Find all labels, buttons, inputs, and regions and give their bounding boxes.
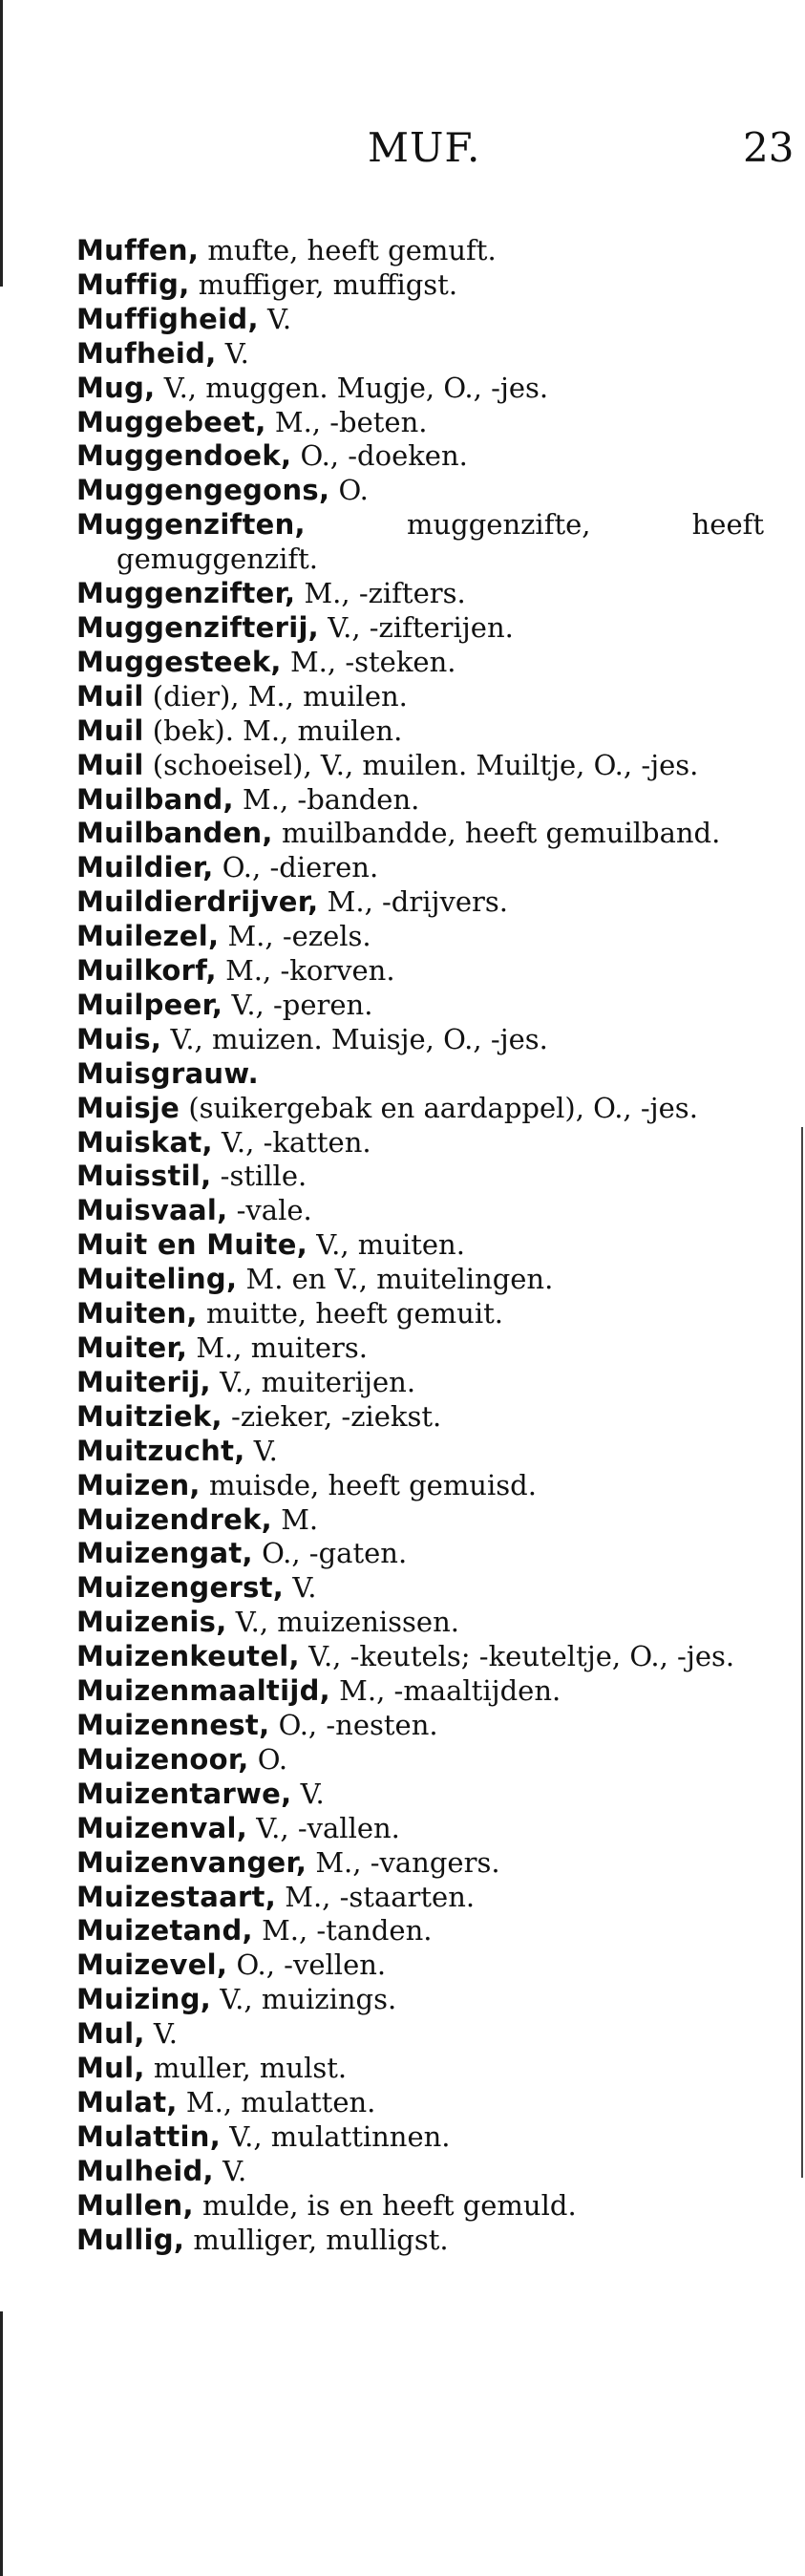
entry-definition: V.: [258, 302, 292, 335]
entry-definition: muller, mulst.: [144, 2052, 348, 2085]
entry-definition: O., -nesten.: [269, 1708, 438, 1741]
entry-definition: V., muiten.: [307, 1228, 465, 1262]
dictionary-entry: [76, 508, 764, 577]
entry-headword: Muilbanden,: [76, 817, 273, 850]
entry-headword: Muilezel,: [76, 920, 220, 953]
entry-definition: M., -maaltijden.: [329, 1674, 561, 1708]
dictionary-entry: [76, 1366, 764, 1400]
entry-headword: Muitziek,: [76, 1399, 222, 1433]
entry-definition: -zieker, -ziekst.: [222, 1399, 442, 1433]
entry-definition: V., mulattinnen.: [221, 2119, 451, 2153]
entry-headword: Muil: [76, 713, 144, 747]
dictionary-entry: [76, 1948, 764, 1983]
dictionary-entry: [76, 851, 764, 885]
entry-headword: Muilband,: [76, 782, 234, 816]
entry-definition: mulde, is en heeft gemuld.: [193, 2188, 577, 2222]
dictionary-entry: [76, 2017, 764, 2052]
entry-headword: Muizenoor,: [76, 1742, 249, 1776]
entry-headword: Muilkorf,: [76, 954, 217, 988]
dictionary-entry: [76, 1057, 764, 1092]
entry-headword: Muizen,: [76, 1468, 201, 1501]
dictionary-entry: [76, 577, 764, 611]
entry-headword: Mug,: [76, 371, 156, 404]
entry-headword: Muisvaal,: [76, 1194, 228, 1227]
entry-definition: muilbandde, heeft gemuilband.: [272, 817, 721, 850]
dictionary-entry: [76, 817, 764, 851]
entry-headword: Muiskat,: [76, 1125, 213, 1159]
entry-headword: Muizenmaaltijd,: [76, 1674, 330, 1708]
entry-definition: muitte, heeft gemuit.: [197, 1297, 503, 1331]
dictionary-entry: [76, 1846, 764, 1881]
entry-headword: Muizendrek,: [76, 1502, 272, 1536]
entry-headword: Muis,: [76, 1022, 162, 1055]
dictionary-entry: [76, 1331, 764, 1366]
entry-headword: Muizenval,: [76, 1811, 248, 1844]
entry-definition: O., -vellen.: [227, 1948, 387, 1982]
dictionary-entry: [76, 1778, 764, 1812]
dictionary-entry: [76, 1674, 764, 1709]
dictionary-entry: [76, 372, 764, 406]
entry-headword: Muizengerst,: [76, 1571, 285, 1605]
dictionary-entry: [76, 1571, 764, 1606]
entry-headword: Muildier,: [76, 851, 214, 884]
entry-definition: muffiger, muffigst.: [189, 267, 458, 301]
entry-definition: M., -tanden.: [252, 1914, 433, 1948]
dictionary-entry: [76, 1297, 764, 1331]
entry-definition: (schoeisel), V., muilen. Muiltje, O., -jes.: [143, 748, 699, 781]
entry-definition: V., -vallen.: [247, 1811, 400, 1844]
entry-definition: M., -korven.: [216, 954, 395, 988]
entry-definition: M., -zifters.: [295, 577, 466, 610]
entry-definition: mufte, heeft gemuft.: [199, 234, 497, 266]
entry-headword: Muggenzifterij,: [76, 610, 320, 644]
dictionary-entry: [76, 1983, 764, 2017]
entry-definition: (suikergebak en aardappel), O., -jes.: [180, 1091, 698, 1124]
entry-definition: M. en V., muitelingen.: [237, 1263, 554, 1296]
entry-definition: V.: [213, 2154, 247, 2187]
dictionary-entry: [76, 1092, 764, 1126]
entry-definition: O.: [329, 474, 369, 507]
dictionary-entry: [76, 406, 764, 440]
entry-headword: Muilpeer,: [76, 988, 223, 1021]
entry-definition: V., -keutels; -keuteltje, O., -jes.: [299, 1640, 735, 1673]
entry-definition: (dier), M., muilen.: [143, 679, 408, 713]
dictionary-entry: [76, 1228, 764, 1263]
entry-definition: M., muiters.: [187, 1331, 368, 1364]
entry-definition: O., -doeken.: [291, 439, 468, 473]
entry-headword: Mullen,: [76, 2188, 194, 2222]
entry-definition: O., -gaten.: [252, 1537, 408, 1570]
dictionary-entry: [76, 1194, 764, 1228]
entry-definition: V., muizings.: [211, 1983, 397, 2016]
page-header: [0, 124, 805, 191]
entry-definition: muisde, heeft gemuisd.: [200, 1468, 537, 1501]
running-head: MUF.: [368, 124, 481, 171]
dictionary-entry: [76, 1263, 764, 1297]
entry-definition: -vale.: [227, 1194, 312, 1227]
dictionary-entry: [76, 1400, 764, 1435]
entry-definition: V.: [284, 1571, 317, 1605]
dictionary-entry: [76, 1881, 764, 1915]
entry-headword: Muizing,: [76, 1983, 212, 2016]
entry-definition: mulliger, mulligst.: [184, 2223, 449, 2256]
entry-definition: V., -peren.: [222, 988, 373, 1021]
dictionary-entry: [76, 2120, 764, 2155]
dictionary-entry: [76, 1640, 764, 1674]
entry-headword: Muggesteek,: [76, 645, 282, 678]
entry-headword: Muisstil,: [76, 1160, 212, 1193]
dictionary-entry: [76, 954, 764, 989]
dictionary-entry: [76, 714, 764, 749]
entry-definition: V.: [291, 1777, 325, 1810]
dictionary-entry: [76, 337, 764, 372]
entry-headword: Muizestaart,: [76, 1880, 277, 1913]
dictionary-entry: [76, 439, 764, 474]
dictionary-entry: [76, 1812, 764, 1846]
entry-headword: Muiten,: [76, 1297, 198, 1331]
dictionary-entry: [76, 234, 764, 268]
dictionary-entry: [76, 2155, 764, 2189]
entry-definition: V., muiterijen.: [210, 1365, 416, 1398]
entry-headword: Muizenis,: [76, 1606, 227, 1639]
dictionary-entry: [76, 1160, 764, 1194]
entry-definition: V.: [244, 1434, 278, 1467]
entry-definition: V.: [144, 2017, 178, 2051]
entry-headword: Muisgrauw.: [76, 1056, 259, 1090]
entry-headword: Muizenvanger,: [76, 1845, 307, 1879]
dictionary-entry: [76, 1469, 764, 1503]
entry-definition: M., -ezels.: [219, 920, 371, 953]
dictionary-entry: [76, 646, 764, 680]
dictionary-entry: [76, 611, 764, 646]
entry-headword: Muizentarwe,: [76, 1777, 292, 1810]
entry-headword: Muisje: [76, 1091, 180, 1124]
dictionary-entry: [76, 474, 764, 508]
page-edge-line-right: [801, 1127, 803, 2178]
dictionary-entry: [76, 749, 764, 783]
entry-definition: M., -beten.: [265, 405, 428, 438]
entry-headword: Muitzucht,: [76, 1434, 245, 1467]
entry-definition: V., muizenissen.: [226, 1606, 459, 1639]
entry-definition: O.: [248, 1742, 288, 1776]
dictionary-entries: [76, 234, 764, 2257]
page-number: 23: [743, 124, 794, 171]
dictionary-entry: [76, 1435, 764, 1469]
entry-headword: Mul,: [76, 2017, 145, 2051]
entry-headword: Muizengat,: [76, 1537, 253, 1570]
page-edge-line-bottom: [0, 2311, 3, 2576]
entry-definition: V., -katten.: [212, 1125, 371, 1159]
dictionary-entry: [76, 1709, 764, 1743]
dictionary-entry: [76, 1606, 764, 1640]
entry-headword: Muizetand,: [76, 1914, 253, 1948]
dictionary-entry: [76, 1537, 764, 1571]
entry-definition: M.: [271, 1502, 319, 1536]
dictionary-entry: [76, 920, 764, 954]
entry-headword: Mul,: [76, 2052, 145, 2085]
dictionary-entry: [76, 303, 764, 337]
dictionary-entry: [76, 1503, 764, 1538]
entry-headword: Muizevel,: [76, 1948, 228, 1982]
entry-headword: Mulattin,: [76, 2119, 222, 2153]
dictionary-entry: [76, 2086, 764, 2120]
entry-headword: Muggengegons,: [76, 474, 330, 507]
entry-headword: Muiterij,: [76, 1365, 211, 1398]
entry-definition: M., -steken.: [281, 645, 456, 678]
dictionary-entry: [76, 1914, 764, 1948]
entry-headword: Muggendoek,: [76, 439, 292, 473]
entry-headword: Muffen,: [76, 234, 200, 266]
dictionary-entry: [76, 2052, 764, 2086]
entry-definition: O., -dieren.: [213, 851, 379, 884]
entry-definition: M., -vangers.: [307, 1845, 500, 1879]
entry-headword: Muggenziften,: [76, 508, 306, 542]
entry-headword: Muizennest,: [76, 1708, 270, 1741]
entry-headword: Mulheid,: [76, 2154, 214, 2187]
dictionary-entry: [76, 989, 764, 1023]
entry-definition: M., -drijvers.: [318, 885, 509, 919]
dictionary-entry: [76, 2224, 764, 2258]
entry-headword: Muildierdrijver,: [76, 885, 319, 919]
entry-headword: Mufheid,: [76, 336, 217, 370]
dictionary-entry: [76, 885, 764, 920]
entry-definition: V.: [216, 336, 249, 370]
dictionary-entry: [76, 268, 764, 303]
dictionary-entry: [76, 783, 764, 818]
entry-definition: V., muggen. Mugje, O., -jes.: [155, 371, 549, 404]
dictionary-entry: [76, 1743, 764, 1778]
dictionary-entry: [76, 680, 764, 714]
entry-definition: -stille.: [211, 1160, 307, 1193]
entry-headword: Muggenzifter,: [76, 577, 296, 610]
dictionary-entry: [76, 2189, 764, 2224]
dictionary-entry: [76, 1023, 764, 1057]
entry-definition: V., -zifterijen.: [319, 610, 514, 644]
entry-headword: Muil: [76, 748, 144, 781]
entry-headword: Muffig,: [76, 267, 190, 301]
entry-definition: muggenzifte, heeft gemuggenzift.: [117, 508, 764, 576]
entry-definition: (bek). M., muilen.: [143, 713, 403, 747]
entry-headword: Muffigheid,: [76, 302, 259, 335]
entry-headword: Muit en Muite,: [76, 1228, 308, 1262]
entry-headword: Muggebeet,: [76, 405, 266, 438]
dictionary-entry: [76, 1126, 764, 1160]
entry-definition: V., muizen. Muisje, O., -jes.: [161, 1022, 548, 1055]
entry-definition: M., mulatten.: [177, 2085, 376, 2118]
entry-definition: M., -banden.: [233, 782, 420, 816]
entry-headword: Muiter,: [76, 1331, 188, 1364]
entry-headword: Muiteling,: [76, 1263, 238, 1296]
entry-headword: Muil: [76, 679, 144, 713]
entry-headword: Mulat,: [76, 2085, 178, 2118]
entry-headword: Muizenkeutel,: [76, 1640, 300, 1673]
entry-headword: Mullig,: [76, 2223, 185, 2256]
entry-definition: M., -staarten.: [276, 1880, 476, 1913]
